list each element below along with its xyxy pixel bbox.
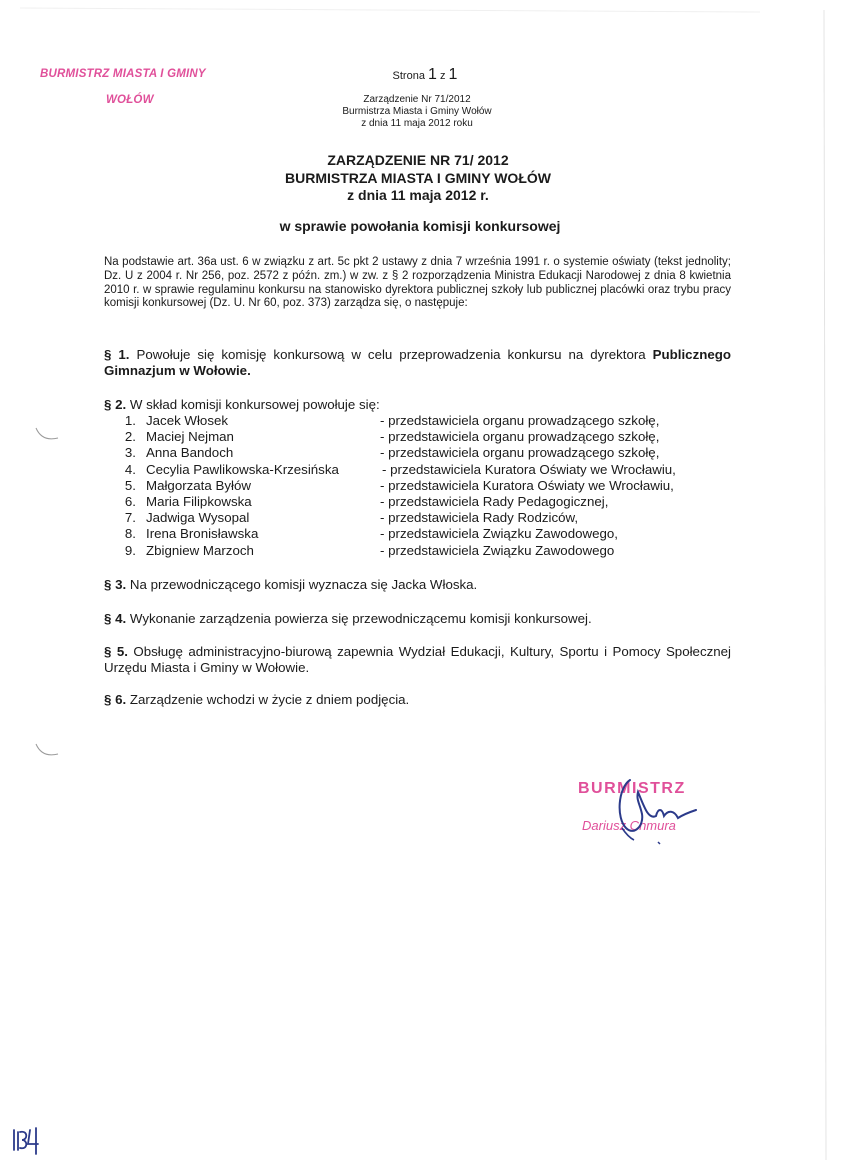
member-row [110, 494, 750, 510]
section-1-text: Powołuje się komisję konkursową w celu przeprowadzenia konkursu na dyrektora [136, 347, 646, 362]
member-row [110, 413, 750, 429]
section-4-text: Wykonanie zarządzenia powierza się przewodniczącemu komisji konkursowej. [129, 611, 592, 626]
member-number: 2. [124, 429, 136, 445]
member-name: Małgorzata Byłów [146, 477, 251, 493]
member-row [110, 445, 750, 461]
member-name: Maria Filipkowska [146, 493, 252, 509]
section-5-mark: § 5. [104, 644, 128, 659]
title-line2: BURMISTRZA MIASTA I GMINY WOŁÓW [285, 169, 551, 186]
page-number-total: 1 [448, 66, 458, 83]
member-number: 9. [124, 542, 136, 558]
member-number: 7. [124, 510, 136, 526]
member-role: - przedstawiciela Kuratora Oświaty we Wrocławiu, [380, 477, 674, 493]
office-stamp-line2: WOŁÓW [106, 94, 154, 106]
section-6-text: Zarządzenie wchodzi w życie z dniem podjęcia. [129, 692, 410, 707]
member-number: 4. [124, 461, 136, 477]
reference-line2: Burmistrza Miasta i Gminy Wołów [342, 106, 492, 117]
punch-hole-mark [32, 424, 62, 444]
member-name: Anna Bandoch [146, 445, 234, 461]
member-role: - przedstawiciela Rady Rodziców, [380, 510, 579, 526]
member-name: Maciej Nejman [146, 429, 234, 445]
member-role: - przedstawiciela Związku Zawodowego [380, 542, 615, 558]
document-subject: w sprawie powołania komisji konkursowej [279, 218, 561, 234]
section-2-intro: W skład komisji konkursowej powołuje się: [129, 397, 380, 412]
reference-line3: z dnia 11 maja 2012 roku [361, 118, 473, 129]
section-5-text: Obsługę administracyjno-biurową zapewnia Wydział Edukacji, Kultury, Sportu i Pomocy Społecznej Urzędu Miasta i Gminy w Wołowie. [104, 644, 731, 675]
office-stamp-line1: BURMISTRZ MIASTA I GMINY [40, 68, 206, 80]
member-row [110, 429, 750, 445]
section-1-mark: § 1. [104, 347, 130, 362]
signature-stamp-name: Dariusz Chmura [582, 818, 676, 833]
member-number: 3. [124, 445, 136, 461]
page-number-current: 1 [428, 66, 437, 83]
section-3 [104, 577, 731, 593]
section-3-mark: § 3. [104, 577, 127, 592]
page-number [340, 66, 510, 84]
document-reference [315, 94, 519, 130]
handwritten-signature [600, 770, 710, 850]
office-stamp [40, 68, 240, 106]
reference-line1: Zarządzenie Nr 71/2012 [363, 94, 471, 105]
title-line1: ZARZĄDZENIE NR 71/ 2012 [327, 152, 509, 168]
punch-hole-mark [32, 740, 62, 760]
section-3-text: Na przewodniczącego komisji wyznacza się Jacka Włoska. [129, 577, 478, 592]
section-6-mark: § 6. [104, 692, 127, 707]
member-name: Zbigniew Marzoch [146, 542, 254, 558]
handwritten-page-note [10, 1124, 50, 1158]
section-1-school: Publicznego Gimnazjum w Wołowie. [104, 347, 731, 378]
legal-basis-paragraph: Na podstawie art. 36a ust. 6 w związku z art. 5c pkt 2 ustawy z dnia 7 września 1991 r. o systemie oświaty (tekst jednolity; Dz. U z 2004 r. Nr 256, poz. 2572 z późn. zm.) w zw. z § 2 rozporządzenia Ministra Edukacji Narodowej z dnia 8 kwietnia 2010 r. w sprawie regulaminu konkursu na stanowisko dyrektora publicznej szkoły lub publicznej placówki oraz trybu pracy komisji konkursowej (Dz. U. Nr 60, poz. 373) zarządza się, o następuje: [104, 256, 731, 310]
page-number-separator: z [439, 70, 446, 82]
member-name: Jadwiga Wysopal [146, 510, 250, 526]
member-name: Irena Bronisławska [146, 526, 259, 542]
member-name: Cecylia Pawlikowska-Krzesińska [146, 461, 339, 477]
section-6 [104, 692, 731, 708]
member-row [110, 462, 750, 478]
document-title [218, 152, 618, 205]
member-role: - przedstawiciela Rady Pedagogicznej, [380, 493, 609, 509]
section-2 [104, 397, 731, 413]
member-role: - przedstawiciela organu prowadzącego szkołę, [380, 429, 660, 445]
member-number: 1. [124, 413, 136, 428]
member-role: - przedstawiciela Kuratora Oświaty we Wrocławiu, [382, 461, 676, 477]
signature-stamp-title: BURMISTRZ [578, 780, 686, 797]
member-number: 5. [124, 477, 136, 493]
committee-members-list [110, 413, 750, 559]
member-name: Jacek Włosek [146, 413, 229, 428]
member-role: - przedstawiciela Związku Zawodowego, [380, 526, 618, 542]
page-number-prefix: Strona [392, 70, 425, 82]
member-number: 8. [124, 526, 136, 542]
title-line3: z dnia 11 maja 2012 r. [347, 187, 489, 203]
section-4 [104, 611, 731, 627]
member-role: - przedstawiciela organu prowadzącego szkołę, [380, 445, 660, 461]
section-2-mark: § 2. [104, 397, 127, 412]
section-5 [104, 644, 731, 676]
member-row [110, 526, 750, 542]
member-row [110, 543, 750, 559]
member-role: - przedstawiciela organu prowadzącego szkołę, [380, 413, 660, 428]
member-row [110, 478, 750, 494]
section-4-mark: § 4. [104, 611, 127, 626]
member-number: 6. [124, 493, 136, 509]
section-1 [104, 347, 731, 379]
member-row [110, 510, 750, 526]
